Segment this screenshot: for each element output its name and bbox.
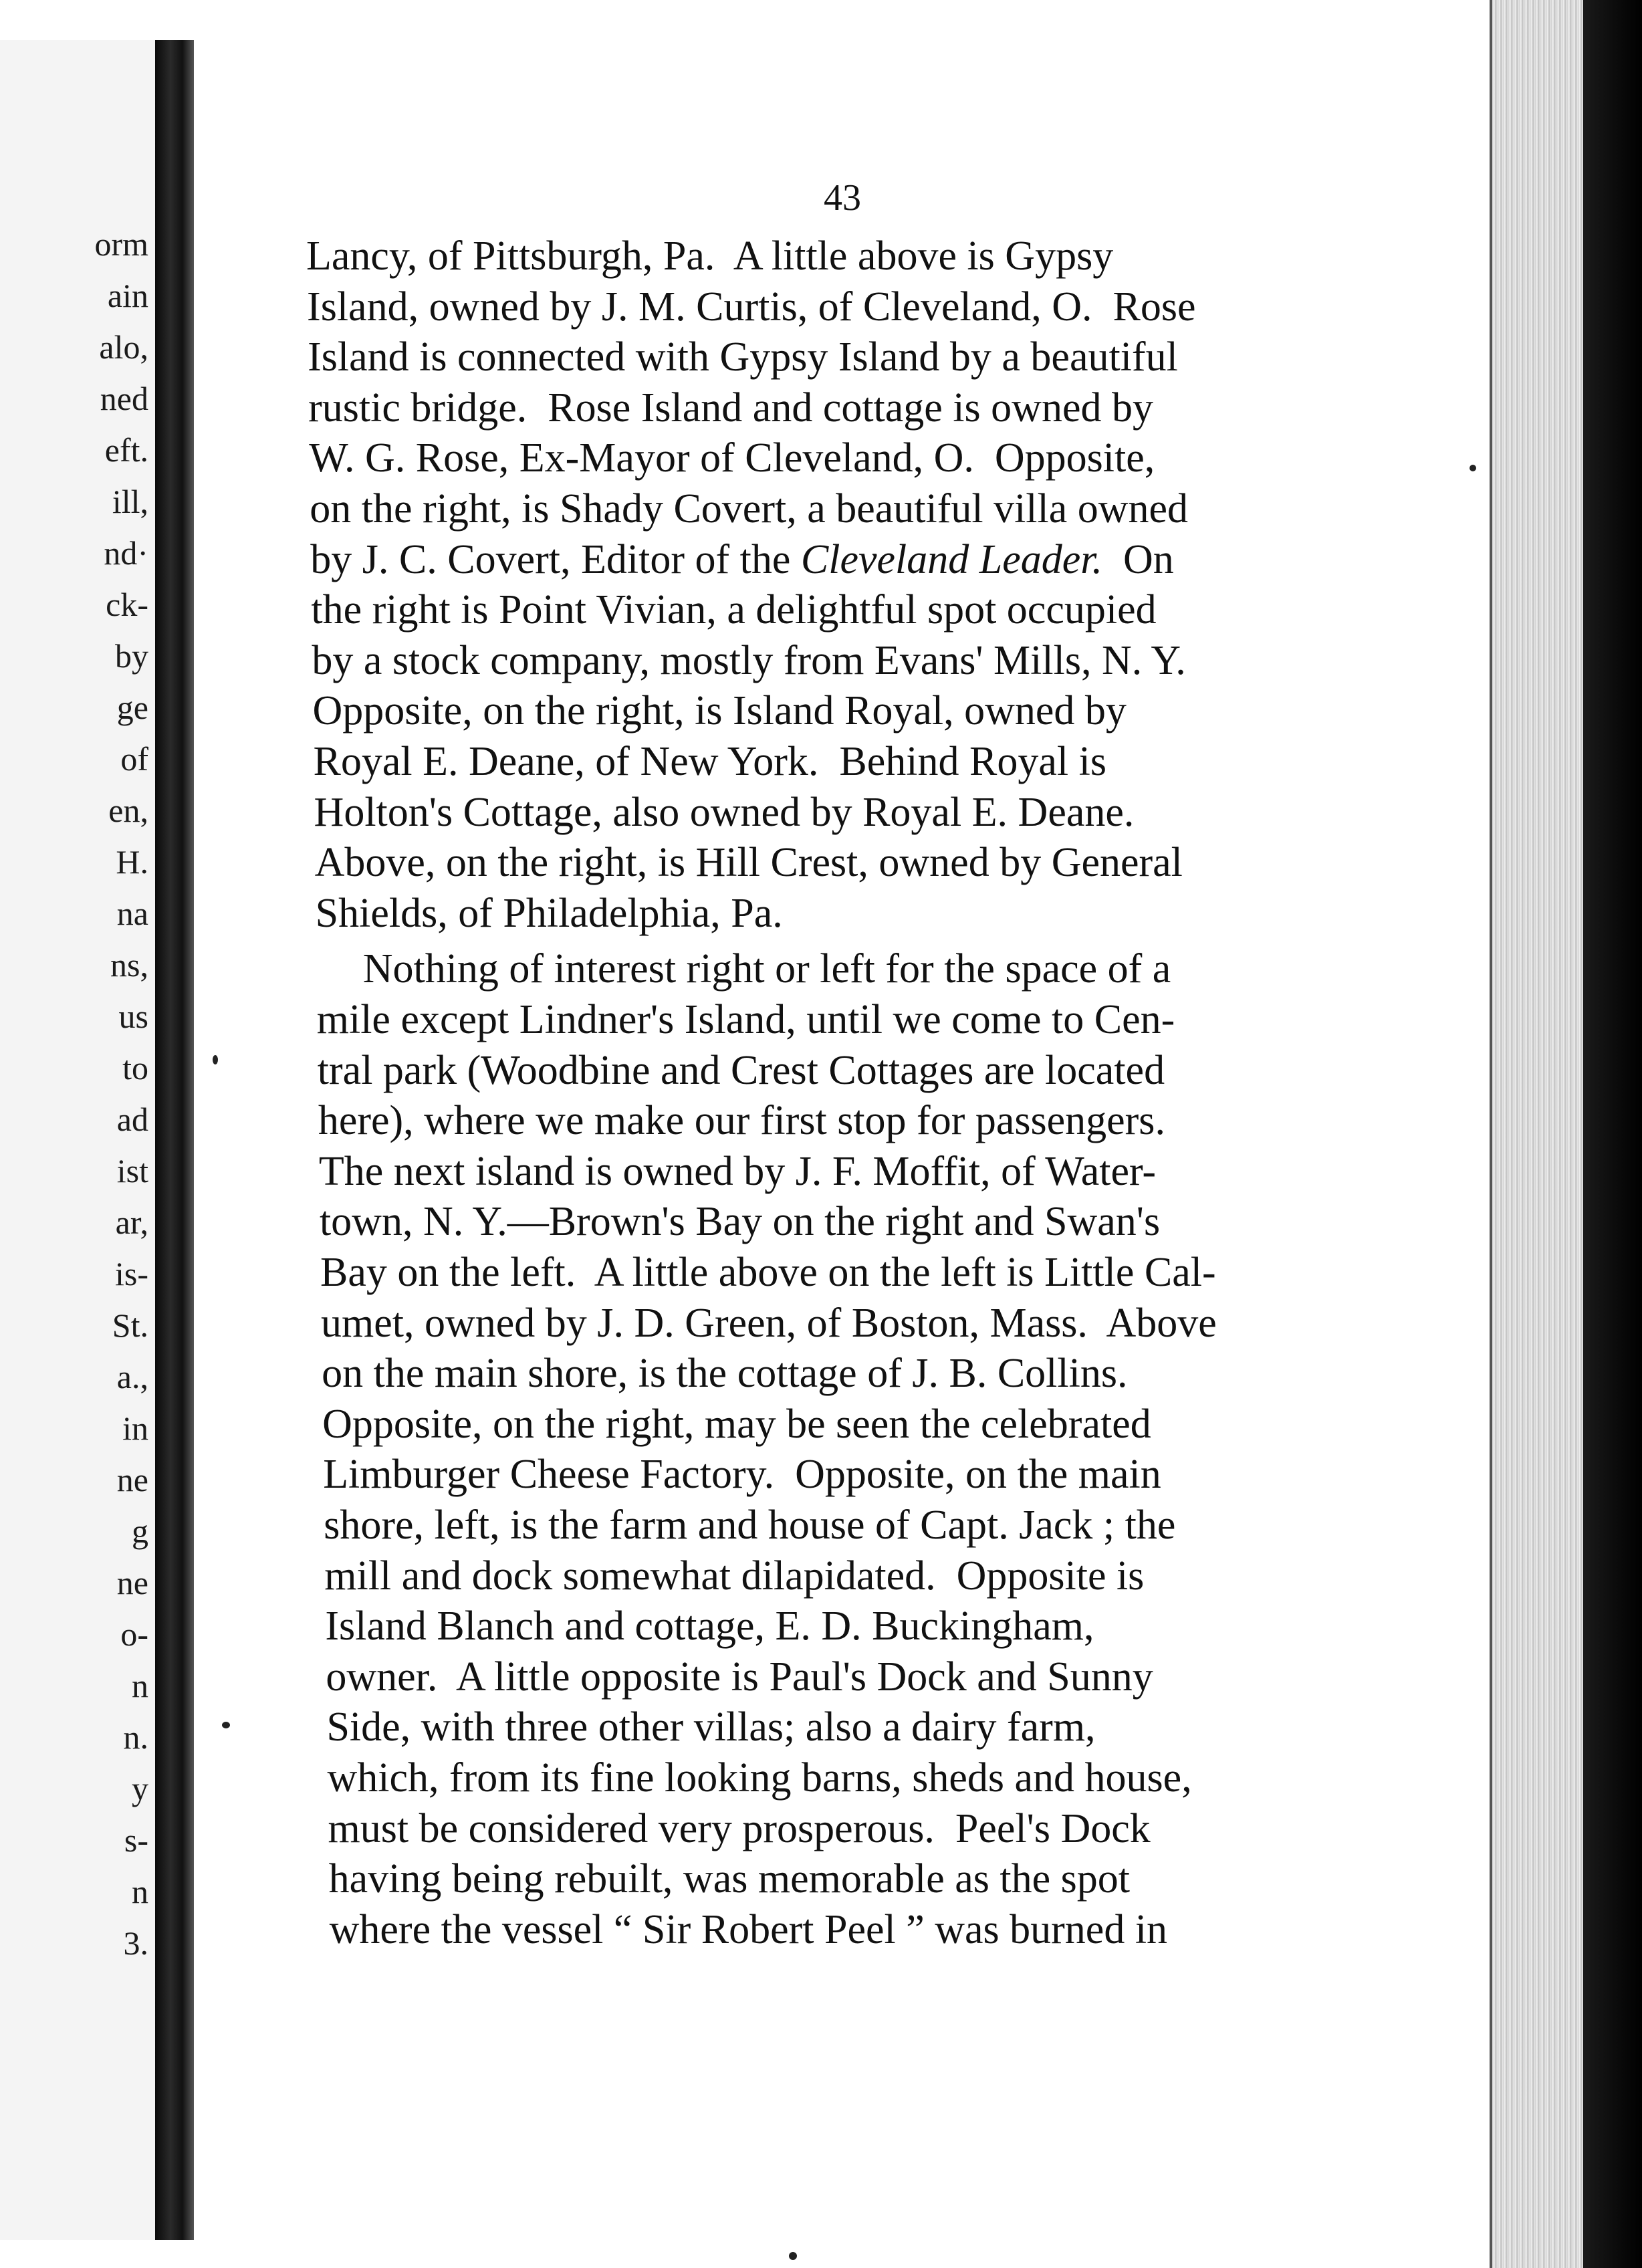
body-text-line: Shields, of Philadelphia, Pa. [315, 890, 783, 936]
italic-newspaper-title: Cleveland Leader. [800, 536, 1103, 582]
left-page-text-fragment: s- [124, 1821, 148, 1859]
body-text-line: Limburger Cheese Factory. Opposite, on the main [323, 1452, 1161, 1498]
body-text-line: the right is Point Vivian, a delightful spot occupied [311, 587, 1157, 633]
body-text-line: by a stock company, mostly from Evans' Mills, N. Y. [312, 637, 1186, 683]
body-text-line: shore, left, is the farm and house of Capt. Jack ; the [324, 1502, 1176, 1548]
page-fleck [789, 2252, 797, 2260]
body-text-line: Side, with three other villas; also a dairy farm, [326, 1704, 1096, 1750]
left-page-text-fragment: us [118, 998, 148, 1035]
page-fleck [213, 1055, 218, 1064]
left-page-text-fragment: ain [107, 277, 148, 314]
body-text-line: mill and dock somewhat dilapidated. Opposite is [324, 1553, 1145, 1599]
body-text-line: Nothing of interest right or left for the space of a [362, 946, 1171, 992]
body-text-line: Bay on the left. A little above on the left is Little Cal- [320, 1250, 1216, 1295]
body-text-line: which, from its fine looking barns, sheds and house, [327, 1755, 1192, 1801]
body-text-line: Island Blanch and cottage, E. D. Buckingham, [325, 1603, 1094, 1650]
body-text-line: rustic bridge. Rose Island and cottage is owned by [308, 384, 1153, 431]
body-text-line: Opposite, on the right, may be seen the celebrated [322, 1401, 1151, 1447]
body-text-line: mile except Lindner's Island, until we come to Cen- [316, 997, 1175, 1042]
line-continuation: On [1102, 536, 1174, 582]
left-page-text-fragment: ne [116, 1461, 148, 1498]
left-page-text-fragment: alo, [99, 328, 148, 366]
left-page-text-fragment: by [115, 637, 148, 675]
left-page-text-fragment: o- [120, 1615, 148, 1653]
left-page-text-fragment: orm [94, 225, 148, 263]
left-page-text-fragment: ne [116, 1564, 148, 1601]
left-page-text-fragment: en, [108, 792, 148, 829]
left-page-text-fragment: to [122, 1049, 148, 1087]
left-page-text-fragment: na [116, 895, 148, 932]
body-text-line: Above, on the right, is Hill Crest, owned by General [314, 840, 1183, 886]
left-page-text-fragment: ar, [115, 1204, 148, 1241]
body-text-line: town, N. Y.—Brown's Bay on the right and Swan's [319, 1199, 1161, 1245]
left-page-text-fragment: n [132, 1873, 148, 1910]
body-text-line: W. G. Rose, Ex-Mayor of Cleveland, O. Opposite, [309, 435, 1155, 481]
left-page-text-fragment: in [122, 1409, 148, 1447]
book-page [194, 9, 1491, 2255]
left-page-text-fragment: H. [116, 843, 148, 881]
body-text-line: tral park (Woodbine and Crest Cottages are located [317, 1047, 1165, 1093]
left-page-text-fragment: eft. [104, 431, 148, 469]
body-text-line: umet, owned by J. D. Green, of Boston, Mass. Above [321, 1300, 1217, 1346]
left-page-text-fragment: y [132, 1770, 148, 1807]
left-page-text-fragment: ad [116, 1101, 148, 1138]
left-page-text-fragment: g [132, 1512, 148, 1550]
left-page-text-fragment: ge [116, 689, 148, 726]
body-text-line: on the main shore, is the cottage of J. B. Collins. [322, 1351, 1128, 1397]
left-page-text-fragment: n [132, 1667, 148, 1704]
body-text-line: on the right, is Shady Covert, a beautiful villa owned [310, 486, 1189, 532]
left-page-text-fragment: ck- [106, 586, 148, 623]
left-page-text-fragment: of [120, 740, 148, 778]
left-page-text-fragment: 3. [123, 1924, 148, 1962]
left-page-text-fragment: nd· [104, 534, 148, 572]
body-text-line: owner. A little opposite is Paul's Dock and Sunny [326, 1654, 1153, 1700]
body-text-line: Lancy, of Pittsburgh, Pa. A little above is Gypsy [306, 233, 1114, 279]
left-page-text-fragment: ned [100, 380, 148, 417]
body-text-line: by J. C. Covert, Editor of the Cleveland Leader. On [310, 536, 1174, 582]
book-gutter [155, 40, 194, 2240]
left-page-text-fragment: ist [116, 1152, 148, 1189]
page-number: 43 [824, 177, 861, 219]
page-fleck [1470, 465, 1476, 471]
body-text-line: Island is connected with Gypsy Island by a beautiful [308, 334, 1178, 380]
page-edges [1490, 0, 1586, 2268]
body-text-line: Opposite, on the right, is Island Royal, owned by [312, 688, 1127, 734]
body-text-line: Royal E. Deane, of New York. Behind Royal is [313, 739, 1106, 784]
left-facing-page [0, 40, 158, 2240]
body-text-line: having being rebuilt, was memorable as the spot [328, 1856, 1130, 1902]
body-text-line: must be considered very prosperous. Peel's Dock [328, 1805, 1151, 1851]
body-text-line: The next island is owned by J. F. Moffit, of Water- [318, 1148, 1157, 1194]
body-text-line: Holton's Cottage, also owned by Royal E. Deane. [314, 789, 1135, 835]
back-cover [1583, 0, 1642, 2268]
left-page-text-fragment: ill, [112, 483, 148, 520]
body-text-line: Island, owned by J. M. Curtis, of Cleveland, O. Rose [307, 284, 1196, 330]
body-text-line: where the vessel “ Sir Robert Peel ” was burned in [329, 1906, 1168, 1952]
left-page-text-fragment: St. [112, 1307, 148, 1344]
left-page-text-fragment: a., [116, 1358, 148, 1395]
left-page-text-fragment: is- [115, 1255, 148, 1292]
left-page-text-fragment: n. [123, 1718, 148, 1756]
page-fleck [222, 1722, 230, 1728]
body-text-line: here), where we make our first stop for passengers. [318, 1098, 1165, 1144]
left-page-text-fragment: ns, [110, 946, 148, 984]
